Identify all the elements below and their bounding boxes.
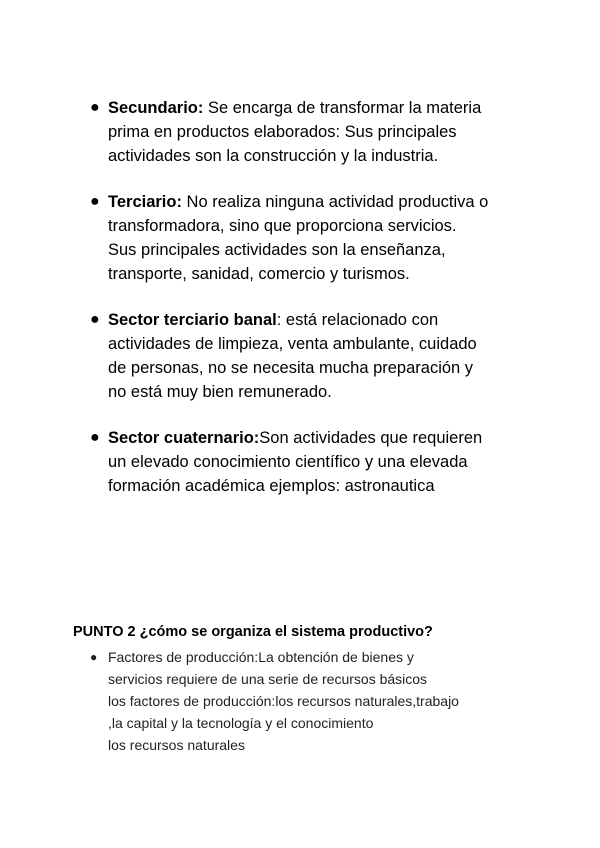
sector-text-line: actividades de limpieza, venta ambulante, cuidado	[108, 335, 477, 353]
sector-text-line: transformadora, sino que proporciona servicios.	[108, 217, 457, 235]
first-line	[108, 96, 550, 120]
section-heading: PUNTO 2 ¿cómo se organiza el sistema productivo?	[73, 624, 433, 640]
list-item-secundario	[90, 96, 550, 168]
bullet-icon: ●	[90, 311, 100, 328]
first-line	[108, 190, 550, 214]
sector-text-line: Sus principales actividades son la enseñanza,	[108, 241, 446, 259]
sector-text: Son actividades que requieren	[259, 429, 483, 447]
sector-term: Sector terciario banal	[108, 311, 277, 329]
bullet-icon: ●	[90, 429, 100, 446]
first-line	[108, 308, 550, 332]
sector-text: : está relacionado con	[276, 311, 439, 329]
sector-text-line: transporte, sanidad, comercio y turismos.	[108, 265, 410, 283]
bullet-icon: ●	[90, 193, 100, 210]
list-item-terciario	[90, 190, 550, 286]
bullet-icon: ●	[90, 99, 100, 116]
factor-text-line: ,la capital y la tecnología y el conocimiento	[108, 715, 374, 731]
sector-term: Sector cuaternario:	[108, 429, 260, 447]
sector-text-line: prima en productos elaborados: Sus principales	[108, 123, 457, 141]
production-factors-list	[90, 646, 550, 756]
economic-sectors-list	[90, 96, 550, 520]
sector-term: Secundario:	[108, 99, 204, 117]
list-item-factores	[90, 646, 550, 756]
factor-text-line: servicios requiere de una serie de recursos básicos	[108, 671, 428, 687]
list-item-cuaternario	[90, 426, 550, 498]
sector-term: Terciario:	[108, 193, 182, 211]
sector-text: Se encarga de transformar la materia	[203, 99, 482, 117]
factor-text-line: los recursos naturales	[108, 737, 245, 753]
sector-text-line: no está muy bien remunerado.	[108, 383, 332, 401]
sector-text-line: un elevado conocimiento científico y una elevada	[108, 453, 468, 471]
sector-text-line: de personas, no se necesita mucha preparación y	[108, 359, 474, 377]
factor-text-line: los factores de producción:los recursos naturales,trabajo	[108, 693, 459, 709]
list-item-terciario-banal	[90, 308, 550, 404]
factor-text-line: Factores de producción:La obtención de bienes y	[108, 649, 414, 665]
sector-text-line: formación académica ejemplos: astronautica	[108, 477, 435, 495]
sector-text: No realiza ninguna actividad productiva o	[181, 193, 489, 211]
bullet-icon: ●	[90, 650, 98, 664]
first-line	[108, 426, 550, 450]
sector-text-line: actividades son la construcción y la industria.	[108, 147, 439, 165]
